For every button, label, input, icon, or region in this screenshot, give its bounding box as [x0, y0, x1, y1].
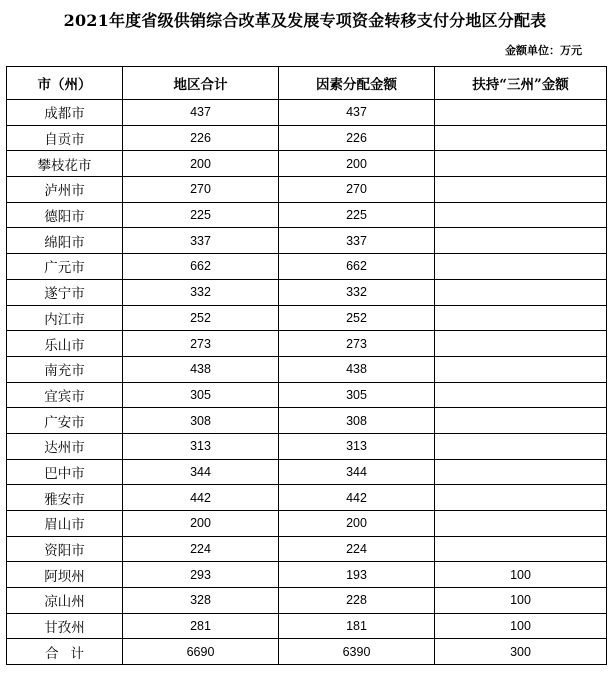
- support-amount-cell: [435, 331, 607, 357]
- city-cell: 内江市: [7, 305, 123, 331]
- region-total-cell: 332: [123, 279, 279, 305]
- support-amount-cell: [435, 254, 607, 280]
- region-total-cell: 200: [123, 151, 279, 177]
- city-cell: 雅安市: [7, 485, 123, 511]
- factor-amount-cell: 200: [279, 151, 435, 177]
- city-cell: 广安市: [7, 408, 123, 434]
- table-row: [7, 151, 607, 177]
- support-amount-cell: 100: [435, 562, 607, 588]
- region-total-cell: 305: [123, 382, 279, 408]
- region-total-cell: 313: [123, 433, 279, 459]
- city-cell: 凉山州: [7, 588, 123, 614]
- region-total-cell: 270: [123, 177, 279, 203]
- total-row: [7, 639, 607, 665]
- region-total-cell: 442: [123, 485, 279, 511]
- table-row: [7, 125, 607, 151]
- support-amount-cell: [435, 511, 607, 537]
- header-region-total: 地区合计: [123, 67, 279, 100]
- table-row: [7, 485, 607, 511]
- region-total-cell: 252: [123, 305, 279, 331]
- city-cell: 成都市: [7, 100, 123, 126]
- document-title: 2021年度省级供销综合改革及发展专项资金转移支付分地区分配表: [63, 11, 547, 30]
- region-total-cell: 328: [123, 588, 279, 614]
- table-header-row: [7, 67, 607, 100]
- factor-amount-cell: 438: [279, 356, 435, 382]
- total-support-amount-cell: 300: [435, 639, 607, 665]
- region-total-cell: 225: [123, 202, 279, 228]
- table-row: [7, 177, 607, 203]
- table-row: [7, 613, 607, 639]
- table-row: [7, 305, 607, 331]
- region-total-cell: 438: [123, 356, 279, 382]
- total-factor-amount-cell: 6390: [279, 639, 435, 665]
- region-total-cell: 337: [123, 228, 279, 254]
- table-row: [7, 254, 607, 280]
- factor-amount-cell: 200: [279, 511, 435, 537]
- table-row: [7, 356, 607, 382]
- factor-amount-cell: 193: [279, 562, 435, 588]
- city-cell: 自贡市: [7, 125, 123, 151]
- table-row: [7, 562, 607, 588]
- support-amount-cell: [435, 228, 607, 254]
- header-factor-amount: 因素分配金额: [279, 67, 435, 100]
- region-total-cell: 281: [123, 613, 279, 639]
- factor-amount-cell: 273: [279, 331, 435, 357]
- support-amount-cell: [435, 459, 607, 485]
- table-row: [7, 279, 607, 305]
- city-cell: 眉山市: [7, 511, 123, 537]
- support-amount-cell: [435, 536, 607, 562]
- city-cell: 遂宁市: [7, 279, 123, 305]
- region-total-cell: 437: [123, 100, 279, 126]
- factor-amount-cell: 332: [279, 279, 435, 305]
- region-total-cell: 662: [123, 254, 279, 280]
- city-cell: 阿坝州: [7, 562, 123, 588]
- table-row: [7, 331, 607, 357]
- support-amount-cell: [435, 177, 607, 203]
- table-row: [7, 459, 607, 485]
- total-city-cell: 合计: [7, 639, 123, 665]
- region-total-cell: 293: [123, 562, 279, 588]
- factor-amount-cell: 308: [279, 408, 435, 434]
- factor-amount-cell: 226: [279, 125, 435, 151]
- city-cell: 南充市: [7, 356, 123, 382]
- header-support-amount: 扶持“三州”金额: [435, 67, 607, 100]
- city-cell: 泸州市: [7, 177, 123, 203]
- city-cell: 德阳市: [7, 202, 123, 228]
- support-amount-cell: [435, 202, 607, 228]
- factor-amount-cell: 228: [279, 588, 435, 614]
- factor-amount-cell: 252: [279, 305, 435, 331]
- city-cell: 巴中市: [7, 459, 123, 485]
- table-row: [7, 588, 607, 614]
- table-row: [7, 202, 607, 228]
- support-amount-cell: [435, 305, 607, 331]
- city-cell: 甘孜州: [7, 613, 123, 639]
- support-amount-cell: [435, 433, 607, 459]
- support-amount-cell: [435, 151, 607, 177]
- support-amount-cell: [435, 125, 607, 151]
- allocation-table: [6, 66, 607, 665]
- table-body: [7, 100, 607, 665]
- table-row: [7, 228, 607, 254]
- city-cell: 资阳市: [7, 536, 123, 562]
- table-row: [7, 536, 607, 562]
- city-cell: 攀枝花市: [7, 151, 123, 177]
- region-total-cell: 224: [123, 536, 279, 562]
- table-row: [7, 511, 607, 537]
- support-amount-cell: 100: [435, 588, 607, 614]
- factor-amount-cell: 270: [279, 177, 435, 203]
- header-city: 市（州）: [7, 67, 123, 100]
- factor-amount-cell: 313: [279, 433, 435, 459]
- city-cell: 绵阳市: [7, 228, 123, 254]
- support-amount-cell: [435, 485, 607, 511]
- region-total-cell: 308: [123, 408, 279, 434]
- region-total-cell: 344: [123, 459, 279, 485]
- factor-amount-cell: 225: [279, 202, 435, 228]
- support-amount-cell: [435, 408, 607, 434]
- region-total-cell: 200: [123, 511, 279, 537]
- table-row: [7, 382, 607, 408]
- factor-amount-cell: 224: [279, 536, 435, 562]
- support-amount-cell: [435, 382, 607, 408]
- total-region-total-cell: 6690: [123, 639, 279, 665]
- unit-label: 金额单位：万元: [505, 44, 582, 57]
- table-row: [7, 433, 607, 459]
- support-amount-cell: [435, 279, 607, 305]
- factor-amount-cell: 181: [279, 613, 435, 639]
- factor-amount-cell: 344: [279, 459, 435, 485]
- factor-amount-cell: 437: [279, 100, 435, 126]
- city-cell: 广元市: [7, 254, 123, 280]
- support-amount-cell: [435, 356, 607, 382]
- region-total-cell: 273: [123, 331, 279, 357]
- table-row: [7, 408, 607, 434]
- factor-amount-cell: 662: [279, 254, 435, 280]
- region-total-cell: 226: [123, 125, 279, 151]
- city-cell: 乐山市: [7, 331, 123, 357]
- support-amount-cell: 100: [435, 613, 607, 639]
- factor-amount-cell: 337: [279, 228, 435, 254]
- city-cell: 达州市: [7, 433, 123, 459]
- table-row: [7, 100, 607, 126]
- city-cell: 宜宾市: [7, 382, 123, 408]
- factor-amount-cell: 442: [279, 485, 435, 511]
- support-amount-cell: [435, 100, 607, 126]
- factor-amount-cell: 305: [279, 382, 435, 408]
